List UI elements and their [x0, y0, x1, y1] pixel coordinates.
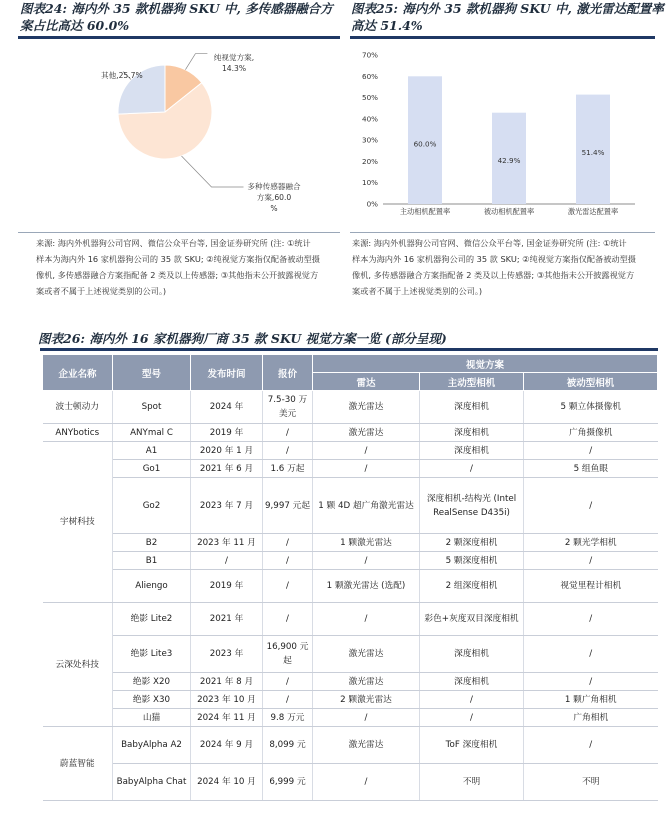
cell-active-camera: ToF 深度相机 — [420, 727, 524, 764]
table-row — [43, 442, 658, 460]
cell-passive-camera: / — [524, 673, 658, 691]
cell-lidar: 1 颗激光雷达 (选配) — [313, 570, 420, 603]
table-row — [43, 673, 658, 691]
fig25-source-line: 来源: 海内外机器狗公司官网、微信公众平台等, 国金证券研究所 (注: ①统计 — [352, 238, 627, 248]
cell-date: 2024 年 — [191, 391, 263, 424]
cell-lidar: 激光雷达 — [313, 673, 420, 691]
cell-lidar: / — [313, 552, 420, 570]
cell-passive-camera: / — [524, 727, 658, 764]
header-date: 发布时间 — [191, 355, 263, 391]
table-row — [43, 691, 658, 709]
x-tick-label: 激光雷达配置率 — [567, 207, 619, 216]
vision-scheme-table — [42, 354, 658, 801]
header-company: 企业名称 — [43, 355, 113, 391]
cell-price: / — [263, 552, 313, 570]
table-row — [43, 478, 658, 534]
cell-price: / — [263, 424, 313, 442]
cell-model: B1 — [113, 552, 191, 570]
cell-model: 绝影 Lite3 — [113, 636, 191, 673]
cell-date: 2024 年 11 月 — [191, 709, 263, 727]
cell-lidar: 激光雷达 — [313, 424, 420, 442]
cell-date: 2023 年 11 月 — [191, 534, 263, 552]
cell-date: 2020 年 1 月 — [191, 442, 263, 460]
cell-active-camera: 2 组深度相机 — [420, 570, 524, 603]
cell-date: 2024 年 9 月 — [191, 727, 263, 764]
cell-active-camera: / — [420, 460, 524, 478]
fig24-source-line: 来源: 海内外机器狗公司官网、微信公众平台等, 国金证券研究所 (注: ①统计 — [36, 238, 311, 248]
header-vision: 视觉方案 — [313, 355, 658, 373]
table-row — [43, 727, 658, 764]
cell-lidar: / — [313, 764, 420, 801]
cell-model: Go1 — [113, 460, 191, 478]
fig25-source-line: 案或者不属于上述视觉类别的公司。) — [352, 286, 483, 296]
cell-date: 2023 年 10 月 — [191, 691, 263, 709]
fig24-source — [36, 235, 341, 299]
cell-price: / — [263, 673, 313, 691]
cell-passive-camera: 5 颗立体摄像机 — [524, 391, 658, 424]
cell-price: / — [263, 570, 313, 603]
fig24-bottom-rule — [18, 232, 340, 233]
bar-chart — [350, 40, 660, 230]
cell-passive-camera: 广角相机 — [524, 709, 658, 727]
header-passive-camera: 被动型相机 — [524, 373, 658, 391]
bar-data-label: 60.0% — [413, 139, 437, 149]
cell-lidar: / — [313, 709, 420, 727]
cell-model: 绝影 Lite2 — [113, 603, 191, 636]
fig24-source-line: 像机, 多传感器融合方案指配备 2 类及以上传感器; ③其他指未公开披露视觉方 — [36, 270, 319, 280]
pie-leader-line — [182, 156, 244, 187]
cell-passive-camera: / — [524, 636, 658, 673]
fig24-source-line: 样本为海内外 16 家机器狗公司的 35 款 SKU; ②纯视觉方案指仅配备被动型摄 — [36, 254, 320, 264]
cell-date: 2023 年 7 月 — [191, 478, 263, 534]
fig24-title — [20, 0, 342, 34]
cell-model: B2 — [113, 534, 191, 552]
cell-company: 蔚蓝智能 — [43, 727, 113, 801]
cell-model: Aliengo — [113, 570, 191, 603]
cell-active-camera: 深度相机 — [420, 442, 524, 460]
fig25-title-line1: 图表25: 海内外 35 款机器狗 SKU 中, 激光雷达配置率 — [351, 1, 664, 16]
cell-company: 宇树科技 — [43, 442, 113, 603]
y-tick-label: 0% — [366, 199, 378, 209]
header-model: 型号 — [113, 355, 191, 391]
cell-active-camera: / — [420, 709, 524, 727]
header-price: 报价 — [263, 355, 313, 391]
cell-passive-camera: 广角摄像机 — [524, 424, 658, 442]
y-tick-label: 40% — [362, 114, 378, 124]
table-row — [43, 391, 658, 424]
fig25-title-line2: 高达 51.4% — [351, 18, 423, 33]
cell-date: 2019 年 — [191, 570, 263, 603]
y-tick-label: 70% — [362, 50, 378, 60]
cell-price: 16,900 元起 — [263, 636, 313, 673]
cell-company: ANYbotics — [43, 424, 113, 442]
fig24-title-line1: 图表24: 海内外 35 款机器狗 SKU 中, 多传感器融合方 — [20, 1, 333, 16]
cell-passive-camera: 不明 — [524, 764, 658, 801]
y-tick-label: 50% — [362, 93, 378, 103]
cell-lidar: / — [313, 603, 420, 636]
cell-lidar: / — [313, 442, 420, 460]
fig25-source-line: 样本为海内外 16 家机器狗公司的 35 款 SKU; ②纯视觉方案指仅配备被动型摄 — [352, 254, 636, 264]
fig24-title-rule — [18, 36, 340, 39]
cell-passive-camera: / — [524, 552, 658, 570]
fig24-source-line: 案或者不属于上述视觉类别的公司。) — [36, 286, 167, 296]
table-row — [43, 460, 658, 478]
y-tick-label: 10% — [362, 178, 378, 188]
pie-label: 其他,25.7% — [101, 71, 143, 80]
fig26-title-rule — [40, 348, 658, 351]
table-row — [43, 552, 658, 570]
cell-model: BabyAlpha Chat — [113, 764, 191, 801]
cell-model: Go2 — [113, 478, 191, 534]
cell-model: Spot — [113, 391, 191, 424]
cell-date: / — [191, 552, 263, 570]
fig24-title-line2: 案占比高达 60.0% — [20, 18, 130, 33]
cell-price: 7.5-30 万美元 — [263, 391, 313, 424]
table-row — [43, 709, 658, 727]
cell-active-camera: 深度相机 — [420, 424, 524, 442]
cell-price: 1.6 万起 — [263, 460, 313, 478]
header-active-camera: 主动型相机 — [420, 373, 524, 391]
cell-price: / — [263, 442, 313, 460]
x-tick-label: 被动相机配置率 — [483, 207, 535, 216]
table-row — [43, 534, 658, 552]
cell-model: BabyAlpha A2 — [113, 727, 191, 764]
cell-price: / — [263, 691, 313, 709]
cell-model: 山猫 — [113, 709, 191, 727]
cell-model: ANYmal C — [113, 424, 191, 442]
cell-active-camera: 2 颗深度相机 — [420, 534, 524, 552]
cell-lidar: 2 颗激光雷达 — [313, 691, 420, 709]
x-tick-label: 主动相机配置率 — [399, 207, 451, 216]
cell-active-camera: 深度相机-结构光 (Intel RealSense D435i) — [420, 478, 524, 534]
cell-active-camera: 深度相机 — [420, 391, 524, 424]
cell-price: 6,999 元 — [263, 764, 313, 801]
cell-company: 波士顿动力 — [43, 391, 113, 424]
cell-date: 2019 年 — [191, 424, 263, 442]
cell-date: 2021 年 8 月 — [191, 673, 263, 691]
fig25-source — [352, 235, 657, 299]
cell-lidar: 激光雷达 — [313, 636, 420, 673]
fig25-title — [351, 0, 671, 34]
cell-passive-camera: 1 颗广角相机 — [524, 691, 658, 709]
cell-passive-camera: 5 组鱼眼 — [524, 460, 658, 478]
cell-active-camera: 不明 — [420, 764, 524, 801]
cell-passive-camera: / — [524, 478, 658, 534]
bar-data-label: 42.9% — [497, 155, 521, 165]
fig25-bottom-rule — [350, 232, 655, 233]
cell-passive-camera: / — [524, 442, 658, 460]
cell-date: 2023 年 — [191, 636, 263, 673]
cell-company: 云深处科技 — [43, 603, 113, 727]
cell-active-camera: 5 颗深度相机 — [420, 552, 524, 570]
pie-label: 多种传感器融合方案,60.0 % — [247, 182, 301, 213]
header-lidar: 雷达 — [313, 373, 420, 391]
cell-passive-camera: / — [524, 603, 658, 636]
pie-leader-line — [185, 54, 207, 70]
fig25-source-line: 像机, 多传感器融合方案指配备 2 类及以上传感器; ③其他指未公开披露视觉方 — [352, 270, 635, 280]
cell-date: 2021 年 6 月 — [191, 460, 263, 478]
cell-lidar: / — [313, 460, 420, 478]
cell-price: 9,997 元起 — [263, 478, 313, 534]
table-row — [43, 570, 658, 603]
y-tick-label: 60% — [362, 71, 378, 81]
cell-lidar: 激光雷达 — [313, 727, 420, 764]
table-row — [43, 424, 658, 442]
cell-active-camera: / — [420, 691, 524, 709]
cell-lidar: 激光雷达 — [313, 391, 420, 424]
table-row — [43, 764, 658, 801]
cell-lidar: 1 颗激光雷达 — [313, 534, 420, 552]
cell-passive-camera: 视觉里程计相机 — [524, 570, 658, 603]
cell-passive-camera: 2 颗光学相机 — [524, 534, 658, 552]
table-row — [43, 603, 658, 636]
cell-model: 绝影 X30 — [113, 691, 191, 709]
fig25-title-rule — [350, 36, 655, 39]
cell-model: 绝影 X20 — [113, 673, 191, 691]
cell-price: / — [263, 603, 313, 636]
y-tick-label: 20% — [362, 156, 378, 166]
cell-active-camera: 深度相机 — [420, 636, 524, 673]
cell-active-camera: 深度相机 — [420, 673, 524, 691]
pie-label: 纯视觉方案, 14.3% — [213, 53, 255, 73]
cell-date: 2021 年 — [191, 603, 263, 636]
pie-chart — [18, 40, 343, 230]
cell-price: 9.8 万元 — [263, 709, 313, 727]
cell-active-camera: 彩色+灰度双目深度相机 — [420, 603, 524, 636]
cell-model: A1 — [113, 442, 191, 460]
table-row — [43, 636, 658, 673]
cell-date: 2024 年 10 月 — [191, 764, 263, 801]
bar-data-label: 51.4% — [581, 147, 605, 157]
cell-price: 8,099 元 — [263, 727, 313, 764]
cell-price: / — [263, 534, 313, 552]
cell-lidar: 1 颗 4D 超广角激光雷达 — [313, 478, 420, 534]
fig26-title: 图表26: 海内外 16 家机器狗厂商 35 款 SKU 视觉方案一览 (部分呈现) — [38, 331, 447, 346]
y-tick-label: 30% — [362, 135, 378, 145]
